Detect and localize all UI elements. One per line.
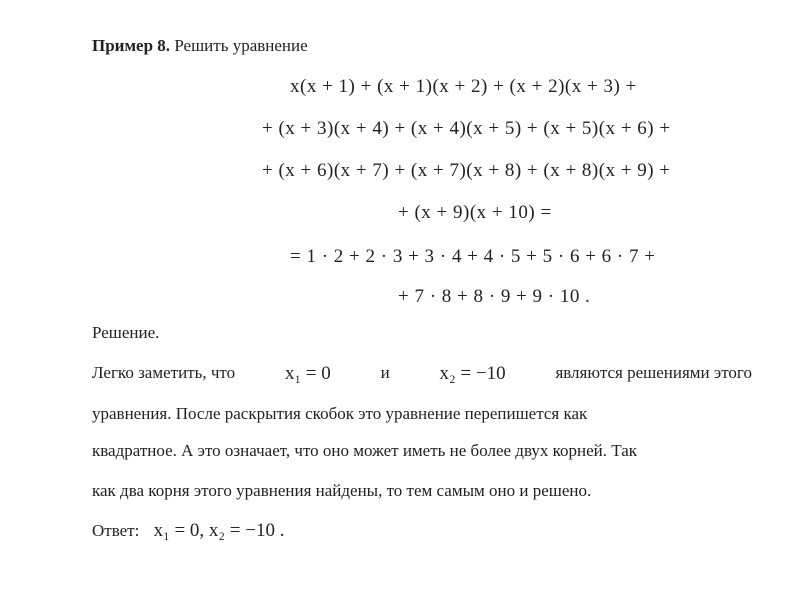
solution-line-4: как два корня этого уравнения найдены, то тем самым оно и решено. [92, 481, 592, 500]
root-x1: x₁ = 0 [284, 363, 331, 384]
example-task: Решить уравнение [174, 36, 308, 55]
root-x2: x₂ = −10 [439, 363, 506, 384]
solution-heading: Решение. [92, 323, 160, 342]
equation-line-3: + (x + 6)(x + 7) + (x + 7)(x + 8) + (x + 8)(x + 9) + [262, 160, 671, 181]
example-title [92, 36, 308, 56]
solution-line-3: квадратное. А это означает, что оно может иметь не более двух корней. Так [92, 441, 638, 460]
equation-line-6: + 7 · 8 + 8 · 9 + 9 · 10 . [398, 286, 591, 307]
answer-label: Ответ: [92, 521, 140, 540]
solution-line-1-start: Легко заметить, что [92, 363, 236, 382]
example-label: Пример 8. [92, 36, 171, 55]
solution-line-1 [92, 363, 752, 385]
equation-line-2: + (x + 3)(x + 4) + (x + 4)(x + 5) + (x + 5)(x + 6) + [262, 118, 671, 139]
equation-line-4: + (x + 9)(x + 10) = [398, 202, 552, 223]
equation-line-1: x(x + 1) + (x + 1)(x + 2) + (x + 2)(x + 3) + [290, 76, 637, 97]
solution-line-2: уравнения. После раскрытия скобок это уравнение перепишется как [92, 404, 588, 423]
answer [92, 520, 285, 542]
solution-line-1-end: являются решениями этого [555, 363, 752, 382]
equation-line-5: = 1 · 2 + 2 · 3 + 3 · 4 + 4 · 5 + 5 · 6 + 6 · 7 + [290, 246, 656, 267]
answer-value: x₁ = 0, x₂ = −10 . [153, 520, 285, 541]
conjunction: и [380, 363, 390, 382]
